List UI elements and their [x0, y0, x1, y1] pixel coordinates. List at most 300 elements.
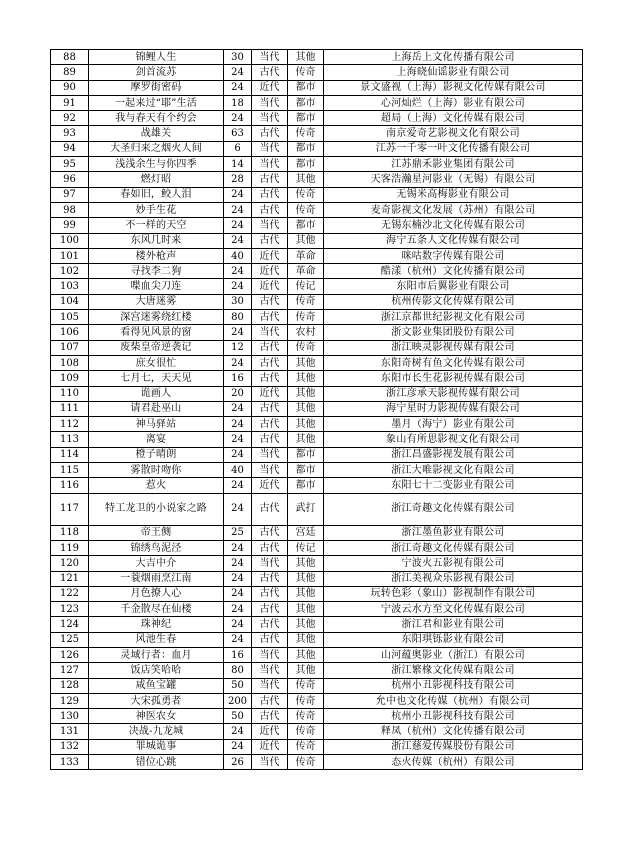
- episode-count-cell: 24: [224, 417, 252, 432]
- era-cell: 古代: [252, 340, 288, 355]
- era-cell: 古代: [252, 432, 288, 447]
- drama-title-cell: 决战-九龙城: [89, 724, 224, 739]
- company-name-cell: 浙文影业集团股份有限公司: [324, 325, 583, 340]
- drama-title-cell: 庶女很忙: [89, 355, 224, 370]
- row-number-cell: 91: [51, 95, 89, 110]
- table-row: [51, 632, 583, 647]
- episode-count-cell: 24: [224, 355, 252, 370]
- episode-count-cell: 40: [224, 248, 252, 263]
- company-name-cell: 海宁星时力影视传媒有限公司: [324, 401, 583, 416]
- row-number-cell: 126: [51, 647, 89, 662]
- genre-cell: 其他: [288, 602, 324, 617]
- era-cell: 古代: [252, 417, 288, 432]
- row-number-cell: 130: [51, 709, 89, 724]
- era-cell: 当代: [252, 556, 288, 571]
- drama-title-cell: 大唐迷雾: [89, 294, 224, 309]
- row-number-cell: 122: [51, 586, 89, 601]
- era-cell: 古代: [252, 202, 288, 217]
- drama-title-cell: 锦绣鸟泥泾: [89, 540, 224, 555]
- table-row: [51, 401, 583, 416]
- drama-title-cell: 橙子晴朗: [89, 447, 224, 462]
- episode-count-cell: 24: [224, 571, 252, 586]
- drama-title-cell: 楼外枪声: [89, 248, 224, 263]
- table-row: [51, 126, 583, 141]
- company-name-cell: 杭州小丑影视科技有限公司: [324, 709, 583, 724]
- episode-count-cell: 24: [224, 447, 252, 462]
- genre-cell: 传奇: [288, 755, 324, 770]
- era-cell: 古代: [252, 233, 288, 248]
- row-number-cell: 114: [51, 447, 89, 462]
- table-row: [51, 95, 583, 110]
- table-row: [51, 141, 583, 156]
- genre-cell: 都市: [288, 80, 324, 95]
- table-row: [51, 447, 583, 462]
- era-cell: 古代: [252, 617, 288, 632]
- era-cell: 古代: [252, 371, 288, 386]
- era-cell: 近代: [252, 739, 288, 754]
- row-number-cell: 118: [51, 525, 89, 540]
- table-row: [51, 111, 583, 126]
- episode-count-cell: 24: [224, 279, 252, 294]
- drama-title-cell: 惹火: [89, 478, 224, 493]
- company-name-cell: 浙江繁椽文化传媒有限公司: [324, 663, 583, 678]
- episode-count-cell: 24: [224, 724, 252, 739]
- episode-count-cell: 24: [224, 401, 252, 416]
- genre-cell: 其他: [288, 417, 324, 432]
- drama-title-cell: 东风几时来: [89, 233, 224, 248]
- genre-cell: 都市: [288, 157, 324, 172]
- company-name-cell: 东阳市长生花影视传媒有限公司: [324, 371, 583, 386]
- table-row: [51, 693, 583, 708]
- genre-cell: 其他: [288, 50, 324, 65]
- row-number-cell: 104: [51, 294, 89, 309]
- row-number-cell: 93: [51, 126, 89, 141]
- drama-title-cell: 请君赴巫山: [89, 401, 224, 416]
- era-cell: 当代: [252, 111, 288, 126]
- episode-count-cell: 24: [224, 111, 252, 126]
- table-row: [51, 172, 583, 187]
- table-row: [51, 739, 583, 754]
- company-name-cell: 浙江奇趣文化传媒有限公司: [324, 540, 583, 555]
- drama-title-cell: 不一样的天空: [89, 218, 224, 233]
- drama-title-cell: 诡画人: [89, 386, 224, 401]
- drama-title-cell: 战雄关: [89, 126, 224, 141]
- company-name-cell: 宁波云水方至文化传媒有限公司: [324, 602, 583, 617]
- row-number-cell: 129: [51, 693, 89, 708]
- company-name-cell: 江苏一千零一叶文化传播有限公司: [324, 141, 583, 156]
- era-cell: 近代: [252, 264, 288, 279]
- era-cell: 当代: [252, 157, 288, 172]
- era-cell: 古代: [252, 355, 288, 370]
- episode-count-cell: 50: [224, 678, 252, 693]
- episode-count-cell: 24: [224, 586, 252, 601]
- episode-count-cell: 63: [224, 126, 252, 141]
- genre-cell: 都市: [288, 463, 324, 478]
- episode-count-cell: 200: [224, 693, 252, 708]
- genre-cell: 其他: [288, 172, 324, 187]
- drama-title-cell: 大吉中介: [89, 556, 224, 571]
- drama-title-cell: 雾散时吻你: [89, 463, 224, 478]
- company-name-cell: 海宁五条人文化传媒有限公司: [324, 233, 583, 248]
- table-row: [51, 755, 583, 770]
- table-row: [51, 463, 583, 478]
- drama-title-cell: 大圣归来之烟火人间: [89, 141, 224, 156]
- episode-count-cell: 24: [224, 632, 252, 647]
- company-name-cell: 浙江大唯影视文化有限公司: [324, 463, 583, 478]
- row-number-cell: 102: [51, 264, 89, 279]
- company-name-cell: 江苏鼎禾影业集团有限公司: [324, 157, 583, 172]
- genre-cell: 武打: [288, 493, 324, 525]
- table-row: [51, 556, 583, 571]
- row-number-cell: 106: [51, 325, 89, 340]
- table-row: [51, 540, 583, 555]
- row-number-cell: 119: [51, 540, 89, 555]
- drama-title-cell: 摩罗街密码: [89, 80, 224, 95]
- row-number-cell: 108: [51, 355, 89, 370]
- company-name-cell: 浙江京都世纪影视文化有限公司: [324, 310, 583, 325]
- company-name-cell: 杭州传影文化传媒有限公司: [324, 294, 583, 309]
- genre-cell: 革命: [288, 264, 324, 279]
- era-cell: 当代: [252, 50, 288, 65]
- row-number-cell: 111: [51, 401, 89, 416]
- era-cell: 古代: [252, 172, 288, 187]
- episode-count-cell: 30: [224, 294, 252, 309]
- table-row: [51, 602, 583, 617]
- row-number-cell: 113: [51, 432, 89, 447]
- drama-title-cell: 神医农女: [89, 709, 224, 724]
- table-row: [51, 233, 583, 248]
- genre-cell: 都市: [288, 111, 324, 126]
- table-row: [51, 417, 583, 432]
- row-number-cell: 124: [51, 617, 89, 632]
- table-row: [51, 264, 583, 279]
- table-row: [51, 478, 583, 493]
- era-cell: 当代: [252, 95, 288, 110]
- table-row: [51, 617, 583, 632]
- company-name-cell: 酷漾（杭州）文化传播有限公司: [324, 264, 583, 279]
- company-name-cell: 浙江美视众乐影视有限公司: [324, 571, 583, 586]
- company-name-cell: 东阳七十二变影业有限公司: [324, 478, 583, 493]
- row-number-cell: 96: [51, 172, 89, 187]
- row-number-cell: 103: [51, 279, 89, 294]
- era-cell: 古代: [252, 187, 288, 202]
- row-number-cell: 125: [51, 632, 89, 647]
- row-number-cell: 100: [51, 233, 89, 248]
- episode-count-cell: 24: [224, 202, 252, 217]
- company-name-cell: 宁波火五影视有限公司: [324, 556, 583, 571]
- genre-cell: 其他: [288, 632, 324, 647]
- row-number-cell: 133: [51, 755, 89, 770]
- episode-count-cell: 80: [224, 310, 252, 325]
- table-row: [51, 279, 583, 294]
- table-row: [51, 586, 583, 601]
- drama-title-cell: 深宫迷雾绕红楼: [89, 310, 224, 325]
- row-number-cell: 92: [51, 111, 89, 126]
- company-name-cell: 浙江墨鱼影业有限公司: [324, 525, 583, 540]
- episode-count-cell: 18: [224, 95, 252, 110]
- genre-cell: 其他: [288, 586, 324, 601]
- era-cell: 当代: [252, 678, 288, 693]
- genre-cell: 其他: [288, 432, 324, 447]
- row-number-cell: 112: [51, 417, 89, 432]
- drama-title-cell: 喋血尖刀连: [89, 279, 224, 294]
- company-name-cell: 墨月（海宁）影业有限公司: [324, 417, 583, 432]
- era-cell: 古代: [252, 586, 288, 601]
- company-name-cell: 象山有所思影视文化有限公司: [324, 432, 583, 447]
- row-number-cell: 121: [51, 571, 89, 586]
- genre-cell: 传奇: [288, 739, 324, 754]
- drama-title-cell: 神马驿站: [89, 417, 224, 432]
- row-number-cell: 127: [51, 663, 89, 678]
- era-cell: 近代: [252, 279, 288, 294]
- company-name-cell: 态火传媒（杭州）有限公司: [324, 755, 583, 770]
- row-number-cell: 110: [51, 386, 89, 401]
- drama-title-cell: 妙手生花: [89, 202, 224, 217]
- company-name-cell: 麦奇影视文化发展（苏州）有限公司: [324, 202, 583, 217]
- drama-title-cell: 浅浅余生与你四季: [89, 157, 224, 172]
- episode-count-cell: 50: [224, 709, 252, 724]
- drama-title-cell: 大宋孤勇者: [89, 693, 224, 708]
- table-row: [51, 371, 583, 386]
- genre-cell: 传奇: [288, 340, 324, 355]
- era-cell: 当代: [252, 325, 288, 340]
- table-row: [51, 493, 583, 525]
- genre-cell: 都市: [288, 478, 324, 493]
- drama-title-cell: 罪城诡事: [89, 739, 224, 754]
- company-name-cell: 浙江昌盛影视发展有限公司: [324, 447, 583, 462]
- episode-count-cell: 26: [224, 755, 252, 770]
- genre-cell: 都市: [288, 218, 324, 233]
- row-number-cell: 120: [51, 556, 89, 571]
- company-name-cell: 东阳琪铄影业有限公司: [324, 632, 583, 647]
- genre-cell: 传记: [288, 540, 324, 555]
- company-name-cell: 浙江君和影业有限公司: [324, 617, 583, 632]
- table-row: [51, 65, 583, 80]
- drama-title-cell: 特工龙卫的小说家之路: [89, 493, 224, 525]
- row-number-cell: 105: [51, 310, 89, 325]
- genre-cell: 其他: [288, 401, 324, 416]
- row-number-cell: 101: [51, 248, 89, 263]
- drama-title-cell: 饭店笑哈哈: [89, 663, 224, 678]
- genre-cell: 传奇: [288, 187, 324, 202]
- drama-title-cell: 月色撩人心: [89, 586, 224, 601]
- era-cell: 近代: [252, 478, 288, 493]
- episode-count-cell: 24: [224, 233, 252, 248]
- era-cell: 古代: [252, 693, 288, 708]
- era-cell: 当代: [252, 663, 288, 678]
- episode-count-cell: 24: [224, 739, 252, 754]
- company-name-cell: 上海晓仙谣影业有限公司: [324, 65, 583, 80]
- era-cell: 当代: [252, 218, 288, 233]
- genre-cell: 革命: [288, 248, 324, 263]
- row-number-cell: 117: [51, 493, 89, 525]
- table-row: [51, 157, 583, 172]
- genre-cell: 其他: [288, 617, 324, 632]
- drama-title-cell: 春如旧，鲛人泪: [89, 187, 224, 202]
- registration-table: [50, 49, 583, 770]
- episode-count-cell: 24: [224, 540, 252, 555]
- row-number-cell: 98: [51, 202, 89, 217]
- table-row: [51, 80, 583, 95]
- company-name-cell: 心河灿烂（上海）影业有限公司: [324, 95, 583, 110]
- row-number-cell: 89: [51, 65, 89, 80]
- company-name-cell: 景文盛视（上海）影视文化传媒有限公司: [324, 80, 583, 95]
- genre-cell: 传奇: [288, 678, 324, 693]
- episode-count-cell: 40: [224, 463, 252, 478]
- era-cell: 近代: [252, 80, 288, 95]
- drama-title-cell: 风池生春: [89, 632, 224, 647]
- episode-count-cell: 24: [224, 218, 252, 233]
- episode-count-cell: 24: [224, 80, 252, 95]
- row-number-cell: 123: [51, 602, 89, 617]
- table-row: [51, 571, 583, 586]
- era-cell: 古代: [252, 525, 288, 540]
- company-name-cell: 浙江映灵影视传媒有限公司: [324, 340, 583, 355]
- row-number-cell: 115: [51, 463, 89, 478]
- drama-title-cell: 我与春天有个约会: [89, 111, 224, 126]
- genre-cell: 其他: [288, 663, 324, 678]
- row-number-cell: 109: [51, 371, 89, 386]
- episode-count-cell: 24: [224, 432, 252, 447]
- genre-cell: 都市: [288, 447, 324, 462]
- episode-count-cell: 16: [224, 371, 252, 386]
- era-cell: 近代: [252, 724, 288, 739]
- era-cell: 当代: [252, 647, 288, 662]
- era-cell: 当代: [252, 447, 288, 462]
- episode-count-cell: 24: [224, 617, 252, 632]
- era-cell: 古代: [252, 401, 288, 416]
- drama-title-cell: 一起来过“耶”生活: [89, 95, 224, 110]
- table-row: [51, 310, 583, 325]
- genre-cell: 其他: [288, 355, 324, 370]
- company-name-cell: 咪咕数字传媒有限公司: [324, 248, 583, 263]
- episode-count-cell: 24: [224, 65, 252, 80]
- company-name-cell: 浙江慈爱传媒股份有限公司: [324, 739, 583, 754]
- table-row: [51, 663, 583, 678]
- company-name-cell: 东阳市后翼影业有限公司: [324, 279, 583, 294]
- company-name-cell: 无锡米高梅影业有限公司: [324, 187, 583, 202]
- era-cell: 古代: [252, 709, 288, 724]
- company-name-cell: 超局（上海）文化传媒有限公司: [324, 111, 583, 126]
- row-number-cell: 132: [51, 739, 89, 754]
- table-body: [51, 50, 583, 770]
- table-row: [51, 709, 583, 724]
- episode-count-cell: 6: [224, 141, 252, 156]
- row-number-cell: 88: [51, 50, 89, 65]
- episode-count-cell: 14: [224, 157, 252, 172]
- company-name-cell: 山河蕴奥影业（浙江）有限公司: [324, 647, 583, 662]
- drama-title-cell: 咸鱼宝罐: [89, 678, 224, 693]
- table-row: [51, 248, 583, 263]
- genre-cell: 传奇: [288, 709, 324, 724]
- drama-title-cell: 废柴皇帝逆袭记: [89, 340, 224, 355]
- genre-cell: 宫廷: [288, 525, 324, 540]
- era-cell: 古代: [252, 310, 288, 325]
- episode-count-cell: 24: [224, 493, 252, 525]
- table-row: [51, 187, 583, 202]
- row-number-cell: 128: [51, 678, 89, 693]
- episode-count-cell: 28: [224, 172, 252, 187]
- genre-cell: 传奇: [288, 294, 324, 309]
- genre-cell: 都市: [288, 95, 324, 110]
- table-row: [51, 525, 583, 540]
- table-row: [51, 724, 583, 739]
- genre-cell: 传记: [288, 279, 324, 294]
- table-row: [51, 202, 583, 217]
- row-number-cell: 95: [51, 157, 89, 172]
- genre-cell: 传奇: [288, 310, 324, 325]
- row-number-cell: 107: [51, 340, 89, 355]
- company-name-cell: 允中也文化传媒（杭州）有限公司: [324, 693, 583, 708]
- genre-cell: 其他: [288, 233, 324, 248]
- company-name-cell: 上海岳上文化传播有限公司: [324, 50, 583, 65]
- drama-title-cell: 珠神纪: [89, 617, 224, 632]
- company-name-cell: 浙江奇趣文化传媒有限公司: [324, 493, 583, 525]
- table-row: [51, 325, 583, 340]
- table-row: [51, 432, 583, 447]
- era-cell: 当代: [252, 463, 288, 478]
- row-number-cell: 99: [51, 218, 89, 233]
- drama-title-cell: 一蓑烟雨烹江南: [89, 571, 224, 586]
- company-name-cell: 东阳奇树有鱼文化传媒有限公司: [324, 355, 583, 370]
- episode-count-cell: 24: [224, 556, 252, 571]
- drama-title-cell: 剑首流苏: [89, 65, 224, 80]
- genre-cell: 传奇: [288, 202, 324, 217]
- genre-cell: 其他: [288, 386, 324, 401]
- era-cell: 古代: [252, 540, 288, 555]
- table-row: [51, 294, 583, 309]
- drama-title-cell: 错位心跳: [89, 755, 224, 770]
- episode-count-cell: 20: [224, 386, 252, 401]
- drama-title-cell: 七月七，天天见: [89, 371, 224, 386]
- row-number-cell: 97: [51, 187, 89, 202]
- row-number-cell: 131: [51, 724, 89, 739]
- drama-title-cell: 灵域行者：血月: [89, 647, 224, 662]
- era-cell: 古代: [252, 126, 288, 141]
- genre-cell: 都市: [288, 141, 324, 156]
- episode-count-cell: 30: [224, 50, 252, 65]
- genre-cell: 其他: [288, 647, 324, 662]
- genre-cell: 其他: [288, 556, 324, 571]
- episode-count-cell: 80: [224, 663, 252, 678]
- drama-title-cell: 燃灯昭: [89, 172, 224, 187]
- era-cell: 当代: [252, 141, 288, 156]
- genre-cell: 传奇: [288, 724, 324, 739]
- drama-title-cell: 离宴: [89, 432, 224, 447]
- table-row: [51, 340, 583, 355]
- era-cell: 古代: [252, 632, 288, 647]
- episode-count-cell: 24: [224, 264, 252, 279]
- genre-cell: 其他: [288, 371, 324, 386]
- row-number-cell: 90: [51, 80, 89, 95]
- episode-count-cell: 24: [224, 602, 252, 617]
- era-cell: 近代: [252, 386, 288, 401]
- era-cell: 古代: [252, 493, 288, 525]
- era-cell: 当代: [252, 755, 288, 770]
- drama-title-cell: 锦鲤人生: [89, 50, 224, 65]
- episode-count-cell: 12: [224, 340, 252, 355]
- drama-title-cell: 寻找李二狗: [89, 264, 224, 279]
- table-row: [51, 50, 583, 65]
- genre-cell: 其他: [288, 571, 324, 586]
- company-name-cell: 玩转色彩（象山）影视制作有限公司: [324, 586, 583, 601]
- episode-count-cell: 16: [224, 647, 252, 662]
- era-cell: 古代: [252, 571, 288, 586]
- era-cell: 古代: [252, 294, 288, 309]
- era-cell: 近代: [252, 248, 288, 263]
- company-name-cell: 无锡东楠沙北文化传媒有限公司: [324, 218, 583, 233]
- drama-title-cell: 千金散尽在仙楼: [89, 602, 224, 617]
